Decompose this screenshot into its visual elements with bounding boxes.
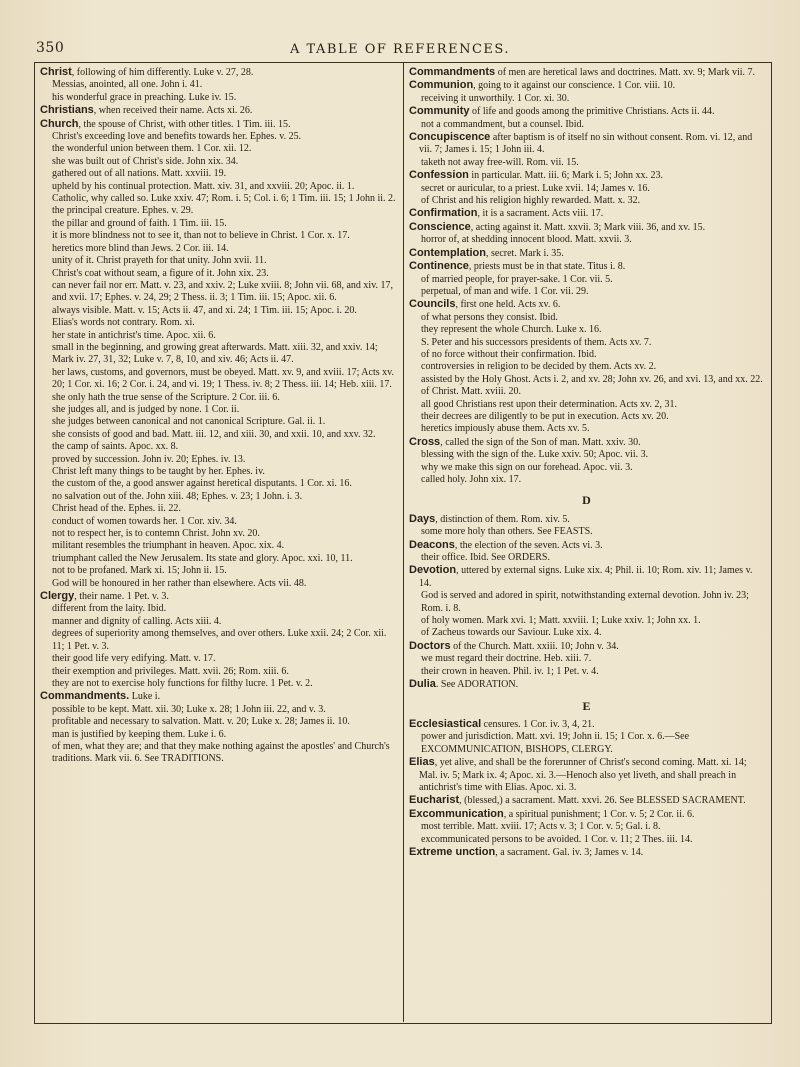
entry-heading-line (409, 846, 764, 859)
index-entry (40, 104, 397, 117)
entry-subline: proved by succession. John iv. 20; Ephes. iv. 13. (52, 453, 246, 465)
entry-subline: militant resembles the triumphant in heaven. Apoc. xix. 4. (52, 540, 285, 552)
entry-subline: their decrees are diligently to be put in execution. Acts xv. 20. (421, 410, 669, 422)
entry-term: Cross (409, 435, 441, 448)
entry-subline: of no force without their confirmation. Ibid. (421, 348, 597, 360)
entry-heading-line (40, 690, 397, 703)
index-entry (40, 690, 397, 765)
entry-definition: of men are heretical laws and doctrines. Matt. xv. 9; Mark vii. 7. (495, 67, 756, 78)
entry-definition: , secret. Mark i. 35. (486, 247, 564, 259)
entry-subline: not to respect her, is to contemn Christ. John xv. 20. (52, 528, 260, 540)
left-column (40, 66, 397, 1016)
entry-heading-line (40, 118, 397, 131)
entry-subline: taketh not away free-will. Rom. vii. 15. (421, 156, 579, 168)
entry-term: Confirmation (409, 207, 478, 220)
entry-subline: heretics more blind than Jews. 2 Cor. iii. 14. (52, 242, 229, 254)
entry-definition: , the spouse of Christ, with other titles. 1 Tim. iii. 15. (78, 118, 291, 130)
entry-subline: always visible. Matt. v. 15; Acts ii. 47, and xi. 24; 1 Tim. iii. 15; Apoc. i. 20. (52, 304, 357, 316)
entry-term: Christ (40, 66, 72, 78)
entry-subline: different from the laity. Ibid. (52, 603, 167, 615)
entry-subline: her laws, customs, and governors, must be obeyed. Matt. xv. 9, and xviii. 17; Acts xv. 20; 1 Cor. xi. 16; 2 Cor. i. 24, and vi. 19; 1 Thess. iv. 8; 2 Thess. iii. 14; Heb. xiii. 17. (52, 366, 394, 391)
entry-term: Continence (409, 260, 469, 273)
index-entry (40, 66, 397, 104)
entry-subline: their office. Ibid. See ORDERS. (421, 552, 550, 564)
entry-subline: her state in antichrist's time. Apoc. xii. 6. (52, 329, 216, 341)
entry-subline: the custom of the, a good answer against heretical disputants. 1 Cor. xi. 16. (52, 478, 352, 490)
entry-term: Doctors (409, 639, 451, 652)
entry-subline: of men, what they are; and that they make nothing against the apostles' and Church's traditions. Mark vii. 6. See TRADITIONS. (52, 740, 390, 765)
index-entry (409, 718, 764, 756)
entry-definition: , going to it against our conscience. 1 Cor. viii. 10. (473, 80, 676, 92)
entry-definition: after baptism is of itself no sin without consent. Rom. vi. 12, and vii. 7; James i. 15; 1 John iii. 4. (419, 132, 753, 156)
entry-definition: of life and goods among the primitive Christians. Acts ii. 44. (469, 106, 715, 118)
entry-definition: of the Church. Matt. xxiii. 10; John v. 34. (450, 640, 619, 652)
entry-subline: all good Christians rest upon their determination. Acts xv. 2, 31. (421, 398, 677, 410)
entry-subline: she judges all, and is judged by none. 1 Cor. ii. (52, 403, 240, 415)
entry-term: Christians (40, 104, 94, 117)
page-number: 350 (36, 40, 65, 56)
entry-subline: not a commandment, but a counsel. Ibid. (421, 118, 585, 130)
entry-subline: Christ left many things to be taught by her. Ephes. iv. (52, 466, 265, 477)
entry-subline: called holy. John xix. 17. (421, 474, 522, 485)
entry-subline: we must regard their doctrine. Heb. xiii. 7. (421, 653, 592, 665)
entry-heading-line (409, 436, 764, 449)
entry-subline: Catholic, why called so. Luke xxiv. 47; Rom. i. 5; Col. i. 6; 1 Tim. iii. 15; 1 John ii. 2. (52, 193, 396, 205)
entry-term: Community (409, 105, 470, 118)
entry-term: Commandments. (40, 690, 130, 703)
entry-heading-line (409, 756, 764, 794)
entry-subline: perpetual, of man and wife. 1 Cor. vii. 29. (421, 285, 589, 297)
entry-definition: , following of him differently. Luke v. 27, 28. (71, 67, 254, 78)
index-entry (40, 590, 397, 690)
entry-subline: the pillar and ground of faith. 1 Tim. iii. 15. (52, 217, 227, 229)
entry-subline: God will be honoured in her rather than elsewhere. Acts vii. 48. (52, 577, 307, 589)
index-entry (409, 794, 764, 807)
entry-heading-line (409, 105, 764, 118)
entry-heading-line (40, 66, 397, 79)
entry-term: Church (40, 117, 79, 130)
index-entry (409, 678, 764, 691)
entry-subline: assisted by the Holy Ghost. Acts i. 2, and xv. 28; John xv. 26, and xvi. 13, and xx. 22. (421, 373, 763, 385)
index-entry (409, 221, 764, 247)
entry-definition: , acting against it. Matt. xxvii. 3; Mark viii. 36, and xv. 15. (470, 221, 706, 233)
entry-heading-line (40, 104, 397, 117)
entry-subline: of married people, for prayer-sake. 1 Cor. vii. 5. (421, 273, 613, 285)
entry-subline: power and jurisdiction. Matt. xvi. 19; John ii. 15; 1 Cor. x. 6.—See EXCOMMUNICATION, BISHOPS, CLERGY. (421, 731, 690, 755)
entry-heading-line (409, 640, 764, 653)
entry-heading-line (40, 590, 397, 603)
index-entry (409, 808, 764, 846)
entry-term: Commandments (409, 66, 496, 78)
entry-definition: , yet alive, and shall be the forerunner of Christ's second coming. Matt. xi. 14; Mal. iv. 5; Mark ix. 4; Apoc. xi. 3.—Henoch also yet liveth, and shall preach in antichrist's time with Elias. Apoc. xi. 3. (419, 757, 747, 793)
entry-term: Dulia (409, 678, 436, 691)
entry-subline: why we make this sign on our forehead. Apoc. vii. 3. (421, 461, 633, 473)
entry-subline: secret or auricular, to a priest. Luke xvii. 14; James v. 16. (421, 182, 650, 194)
entry-subline: God is served and adored in spirit, notwithstanding external devotion. John iv. 23; Rom. i. 8. (421, 590, 749, 614)
entry-subline: of what persons they consist. Ibid. (421, 311, 558, 323)
entry-subline: they represent the whole Church. Luke x. 16. (421, 324, 602, 336)
entry-definition: . See ADORATION. (435, 679, 519, 691)
entry-subline: small in the beginning, and growing great afterwards. Matt. xiii. 32, and xxiv. 14; Mark iv. 27, 31, 32; Luke v. 7, 8, 10, and xiv. 46; Acts ii. 47. (52, 341, 378, 366)
entry-term: Excommunication (409, 807, 504, 820)
entry-heading-line (409, 513, 764, 526)
entry-subline: of Zacheus towards our Saviour. Luke xix. 4. (421, 627, 602, 639)
index-entry (409, 436, 764, 487)
entry-subline: S. Peter and his successors presidents of them. Acts xv. 7. (421, 336, 652, 348)
entry-heading-line (409, 247, 764, 260)
entry-term: Eucharist (409, 794, 460, 807)
index-entry (409, 169, 764, 207)
index-entry (409, 846, 764, 859)
entry-definition: , when received their name. Acts xi. 26. (93, 105, 253, 117)
section-c-entries (409, 66, 764, 486)
running-head: A TABLE OF REFERENCES. (290, 42, 510, 57)
entry-subline: most terrible. Matt. xviii. 17; Acts v. 3; 1 Cor. v. 5; Gal. i. 8. (421, 821, 661, 833)
entry-subline: it is more blindness not to see it, than not to believe in Christ. 1 Cor. x. 17. (52, 230, 350, 242)
entry-term: Concupiscence (409, 131, 491, 144)
entry-heading-line (409, 808, 764, 821)
entry-definition: , priests must be in that state. Titus i. 8. (468, 261, 626, 273)
entry-term: Extreme unction (409, 845, 496, 858)
section-e-entries (409, 718, 764, 859)
entry-heading-line (409, 221, 764, 234)
entry-subline: she judges between canonical and not canonical Scripture. Gal. ii. 1. (52, 416, 326, 428)
entry-subline: unity of it. Christ prayeth for that unity. John xvii. 11. (52, 255, 267, 267)
entry-heading-line (409, 298, 764, 311)
entry-subline: manner and dignity of calling. Acts xiii. 4. (52, 615, 222, 627)
entry-term: Days (409, 512, 436, 525)
entry-subline: of Christ. Matt. xviii. 20. (421, 386, 521, 398)
entry-subline: man is justified by keeping them. Luke i. 6. (52, 728, 227, 740)
entry-subline: possible to be kept. Matt. xii. 30; Luke x. 28; 1 John iii. 22, and v. 3. (52, 703, 326, 715)
entry-subline: Christ's coat without seam, a figure of it. John xix. 23. (52, 267, 269, 279)
index-entry (409, 564, 764, 639)
entry-subline: their good life very edifying. Matt. v. 17. (52, 653, 216, 665)
entry-definition: , their name. 1 Pet. v. 3. (74, 591, 169, 603)
index-entry (409, 298, 764, 435)
entry-heading-line (409, 564, 764, 590)
index-entry (409, 260, 764, 298)
entry-subline: receiving it unworthily. 1 Cor. xi. 30. (421, 92, 570, 104)
entry-heading-line (409, 169, 764, 182)
entry-subline: Christ's exceeding love and benefits towards her. Ephes. v. 25. (52, 131, 302, 143)
entry-heading-line (409, 131, 764, 157)
entry-term: Elias (409, 756, 435, 769)
section-d-entries (409, 513, 764, 692)
entry-subline: the principal creature. Ephes. v. 29. (52, 205, 194, 217)
entry-heading-line (409, 678, 764, 691)
entry-subline: their crown in heaven. Phil. iv. 1; 1 Pet. v. 4. (421, 665, 599, 677)
index-entry (409, 105, 764, 131)
entry-subline: gathered out of all nations. Matt. xxviii. 19. (52, 168, 227, 180)
entry-subline: Elias's words not contrary. Rom. xi. (52, 317, 195, 329)
entry-term: Confession (409, 169, 469, 182)
index-entry (409, 513, 764, 539)
right-column (409, 66, 764, 1016)
entry-definition: , first one held. Acts xv. 6. (455, 299, 561, 311)
entry-subline: the camp of saints. Apoc. xx. 8. (52, 441, 179, 453)
entry-definition: in particular. Matt. iii. 6; Mark i. 5; John xx. 23. (468, 170, 664, 182)
entry-definition: , uttered by external signs. Luke xix. 4; Phil. ii. 10; Rom. xiv. 11; James v. 14. (419, 565, 753, 589)
entry-subline: the wonderful union between them. 1 Cor. xii. 12. (52, 143, 252, 155)
entry-term: Devotion (409, 564, 457, 577)
entry-subline: conduct of women towards her. 1 Cor. xiv. 34. (52, 515, 237, 527)
entry-definition: , a spiritual punishment; 1 Cor. v. 5; 2 Cor. ii. 6. (503, 808, 695, 820)
entry-subline: degrees of superiority among themselves, and over others. Luke xxii. 24; 2 Cor. xii. 11; 1 Pet. v. 3. (52, 628, 387, 652)
index-entry (409, 66, 764, 79)
entry-heading-line (409, 66, 764, 79)
entry-definition: , a sacrament. Gal. iv. 3; James v. 14. (495, 846, 644, 858)
entry-subline: triumphant called the New Jerusalem. Its state and glory. Apoc. xxi. 10, 11. (52, 552, 353, 564)
entry-subline: some more holy than others. See FEASTS. (421, 526, 593, 538)
index-entry (409, 640, 764, 678)
entry-subline: no salvation out of the. John xiii. 48; Ephes. v. 23; 1 John. i. 3. (52, 490, 303, 502)
entry-subline: excommunicated persons to be avoided. 1 Cor. v. 11; 2 Thes. iii. 14. (421, 833, 693, 845)
entry-subline: blessing with the sign of the. Luke xxiv. 50; Apoc. vii. 3. (421, 449, 649, 461)
entry-subline: their exemption and privileges. Matt. xvii. 26; Rom. xiii. 6. (52, 665, 289, 677)
entry-definition: , (blessed,) a sacrament. Matt. xxvi. 26. See BLESSED SACRAMENT. (459, 795, 746, 807)
entry-definition: , the election of the seven. Acts vi. 3. (454, 539, 603, 551)
entry-subline: Christ head of the. Ephes. ii. 22. (52, 503, 181, 515)
entry-subline: Messias, anointed, all one. John i. 41. (52, 79, 203, 91)
entry-definition: , called the sign of the Son of man. Matt. xxiv. 30. (440, 436, 641, 448)
index-entry (40, 118, 397, 590)
entry-term: Communion (409, 79, 474, 92)
entry-term: Ecclesiastical (409, 717, 482, 730)
entry-term: Clergy (40, 590, 75, 603)
index-entry (409, 207, 764, 220)
entry-heading-line (409, 539, 764, 552)
entry-definition: Luke i. (129, 691, 161, 703)
entry-heading-line (409, 794, 764, 807)
entry-subline: controversies in religion to be decided by them. Acts xv. 2. (421, 361, 657, 373)
entry-subline: his wonderful grace in preaching. Luke iv. 15. (52, 91, 237, 103)
entry-term: Councils (409, 298, 456, 311)
index-entry (409, 247, 764, 260)
entry-heading-line (409, 79, 764, 92)
entry-subline: can never fail nor err. Matt. v. 23, and xxiv. 2; Luke xviii. 8; John vii. 68, and xiv. 17, and xvii. 17; Ephes. v. 24, 29; 2 Thess. ii. 3; 1 Tim. iii. 15; Apoc. xii. 6. (52, 279, 394, 304)
entry-subline: she only hath the true sense of the Scripture. 2 Cor. iii. 6. (52, 391, 280, 403)
entry-term: Conscience (409, 220, 471, 233)
index-entry (409, 539, 764, 565)
entry-heading-line (409, 260, 764, 273)
entry-subline: she was built out of Christ's side. John xix. 34. (52, 155, 239, 167)
entry-subline: she consists of good and bad. Matt. iii. 12, and xiii. 30, and xxii. 10, and xxv. 32. (52, 428, 376, 440)
entry-subline: upheld by his continual protection. Matt. xiv. 31, and xxviii. 20; Apoc. ii. 1. (52, 180, 355, 192)
entry-subline: they are not to exercise holy functions for filthy lucre. 1 Pet. v. 2. (52, 677, 313, 689)
entry-subline: not to be profaned. Mark xi. 15; John ii. 15. (52, 565, 227, 577)
column-divider (403, 62, 404, 1022)
entry-heading-line (409, 207, 764, 220)
entry-term: Deacons (409, 538, 455, 551)
entry-heading-line (409, 718, 764, 731)
entry-subline: profitable and necessary to salvation. Matt. v. 20; Luke x. 28; James ii. 10. (52, 716, 350, 728)
entry-subline: horror of, at shedding innocent blood. Matt. xxvii. 3. (421, 234, 632, 246)
index-entry (409, 756, 764, 794)
entry-subline: heretics impiously abuse them. Acts xv. 5. (421, 423, 590, 435)
entry-subline: of holy women. Mark xvi. 1; Matt. xxviii. 1; Luke xxiv. 1; John xx. 1. (421, 615, 701, 627)
entry-term: Contemplation (409, 246, 486, 259)
entry-definition: , it is a sacrament. Acts viii. 17. (477, 208, 604, 220)
entry-definition: censures. 1 Cor. iv. 3, 4, 21. (481, 718, 595, 730)
entry-definition: , distinction of them. Rom. xiv. 5. (435, 513, 570, 525)
section-letter-e: E (582, 698, 591, 713)
section-letter-d: D (582, 493, 591, 508)
index-entry (409, 79, 764, 105)
index-entry (409, 131, 764, 169)
entry-subline: of Christ and his religion highly rewarded. Matt. x. 32. (421, 195, 641, 207)
